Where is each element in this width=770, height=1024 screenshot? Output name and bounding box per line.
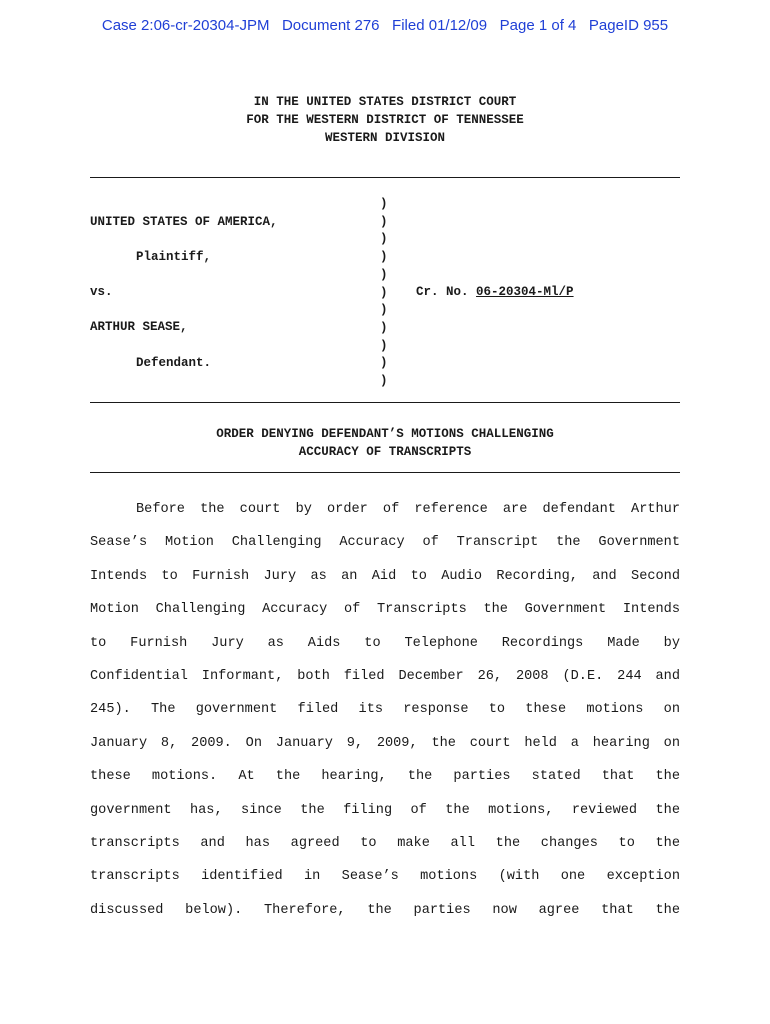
court-line-3: WESTERN DIVISION	[324, 131, 446, 145]
plaintiff-name: UNITED STATES OF AMERICA,	[90, 215, 278, 229]
case-number: 06-20304-Ml/P	[476, 285, 574, 299]
body-line: 245). The government filed its response to these motions on	[90, 702, 680, 718]
body-line: January 8, 2009. On January 9, 2009, the court held a hearing on	[90, 735, 680, 751]
stamp-pageid: PageID 955	[588, 17, 669, 34]
stamp-page: Page 1 of 4	[499, 17, 577, 34]
order-title	[0, 426, 770, 461]
body-line: discussed below). Therefore, the parties now agree that the	[90, 902, 680, 918]
defendant-name: ARTHUR SEASE,	[90, 320, 188, 334]
body-line: Sease’s Motion Challenging Accuracy of Transcript the Government	[90, 535, 680, 551]
caption-paren: )	[380, 285, 388, 300]
title-bottom-rule	[90, 472, 680, 473]
caption-paren: )	[380, 214, 388, 229]
caption-paren: )	[380, 303, 388, 318]
caption-paren: )	[380, 338, 388, 353]
stamp-document: Document 276	[281, 17, 380, 34]
body-line: Confidential Informant, both filed December 26, 2008 (D.E. 244 and	[90, 668, 680, 684]
caption-paren: )	[380, 197, 388, 211]
caption-paren: )	[380, 232, 388, 247]
body-line: to Furnish Jury as Aids to Telephone Recordings Made by	[90, 635, 680, 651]
caption-paren: )	[380, 356, 388, 371]
caption-paren: )	[380, 267, 388, 282]
order-title-line-1: ORDER DENYING DEFENDANT’S MOTIONS CHALLENGING	[216, 427, 554, 441]
plaintiff-role: Plaintiff,	[136, 250, 212, 264]
filing-stamp-header	[0, 17, 770, 34]
versus-label: vs.	[90, 285, 113, 299]
court-line-1: IN THE UNITED STATES DISTRICT COURT	[253, 95, 517, 109]
caption-bottom-rule	[90, 402, 680, 403]
case-number-block	[416, 285, 574, 299]
body-line: Intends to Furnish Jury as an Aid to Audio Recording, and Second	[90, 568, 680, 584]
caption-top-rule	[90, 177, 680, 178]
court-heading	[0, 93, 770, 147]
stamp-case: Case 2:06-cr-20304-JPM	[101, 17, 270, 34]
defendant-role: Defendant.	[136, 356, 212, 370]
body-line: Before the court by order of reference are defendant Arthur	[136, 502, 680, 517]
body-line: Motion Challenging Accuracy of Transcripts the Government Intends	[90, 602, 680, 618]
order-title-line-2: ACCURACY OF TRANSCRIPTS	[298, 444, 472, 459]
body-line: transcripts and has agreed to make all the changes to the	[90, 835, 680, 851]
caption-paren: )	[380, 250, 388, 265]
stamp-filed: Filed 01/12/09	[392, 17, 488, 34]
body-line: these motions. At the hearing, the parties stated that the	[90, 769, 680, 785]
caption-paren: )	[380, 374, 388, 389]
case-number-label: Cr. No.	[416, 285, 469, 299]
order-body	[90, 493, 680, 927]
caption-paren-column	[380, 196, 388, 391]
body-line: government has, since the filing of the motions, reviewed the	[90, 802, 680, 818]
caption-paren: )	[380, 320, 388, 335]
body-line: transcripts identified in Sease’s motions (with one exception	[90, 869, 680, 885]
court-line-2: FOR THE WESTERN DISTRICT OF TENNESSEE	[246, 113, 524, 127]
